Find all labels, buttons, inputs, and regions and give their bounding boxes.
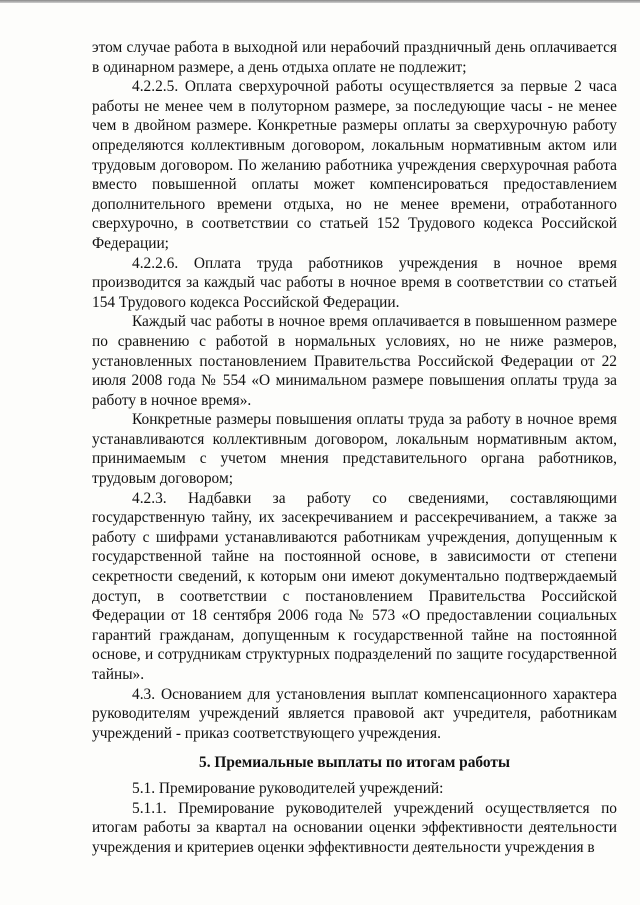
paragraph-4-2-2-5: 4.2.2.5. Оплата сверхурочной работы осуществляется за первые 2 часа работы не менее чем в полуторном размере, за последующие часы - не менее чем в двойном размере. Конкретные размеры оплаты за сверхурочную работу определяются коллективным договором, локальным нормативным актом или трудовым договором. По желанию работника учреждения сверхурочная работа вместо повышенной оплаты может компенсироваться предоставлением дополнительного времени отдыха, но не менее времени, отработанного сверхурочно, в соответствии со статьей 152 Трудового кодекса Российской Федерации; <box>92 78 617 252</box>
paragraph-continuation: этом случае работа в выходной или нерабочий праздничный день оплачивается в одинарном размере, а день отдыха оплате не подлежит; <box>92 39 617 76</box>
section-heading: 5. Премиальные выплаты по итогам работы <box>199 754 510 772</box>
paragraph-5-1: 5.1. Премирование руководителей учреждений: <box>132 779 444 797</box>
scan-top-edge <box>0 0 640 3</box>
paragraph-night-rate-amounts: Конкретные размеры повышения оплаты труда за работу в ночное время устанавливаются коллективным договором, локальным нормативным актом, принимаемым с учетом мнения представительного органа работников, трудовым договором; <box>92 411 617 488</box>
paragraph-night-rate: Каждый час работы в ночное время оплачивается в повышенном размере по сравнению с работой в нормальных условиях, но не ниже размеров, установленных постановлением Правительства Российской Федерации от 22 июля 2008 года № 554 «О минимальном размере повышения оплаты труда за работу в ночное время». <box>92 313 617 409</box>
paragraph-4-3: 4.3. Основанием для установления выплат компенсационного характера руководителям учреждений является правовой акт учредителя, работникам учреждений - приказ соответствующего учреждения. <box>92 685 617 742</box>
paragraph-5-1-1: 5.1.1. Премирование руководителей учреждений осуществляется по итогам работы за квартал на основании оценки эффективности деятельности учреждения и критериев оценки эффективности деятельности учреждения в <box>92 799 617 856</box>
paragraph-4-2-3: 4.2.3. Надбавки за работу со сведениями, составляющими государственную тайну, их засекречиванием и рассекречиванием, а также за работу с шифрами устанавливаются работникам учреждения, допущенным к государственной тайне на постоянной основе, в зависимости от степени секретности сведений, к которым они имеют документально подтверждаемый доступ, в соответствии с постановлением Правительства Российской Федерации от 18 сентября 2006 года № 573 «О предоставлении социальных гарантий гражданам, допущенным к государственной тайне на постоянной основе, и сотрудникам структурных подразделений по защите государственной тайны». <box>92 489 617 683</box>
document-page <box>92 38 617 857</box>
paragraph-4-2-2-6: 4.2.2.6. Оплата труда работников учреждения в ночное время производится за каждый час работы в ночное время в соответствии со статьей 154 Трудового кодекса Российской Федерации. <box>92 254 617 311</box>
